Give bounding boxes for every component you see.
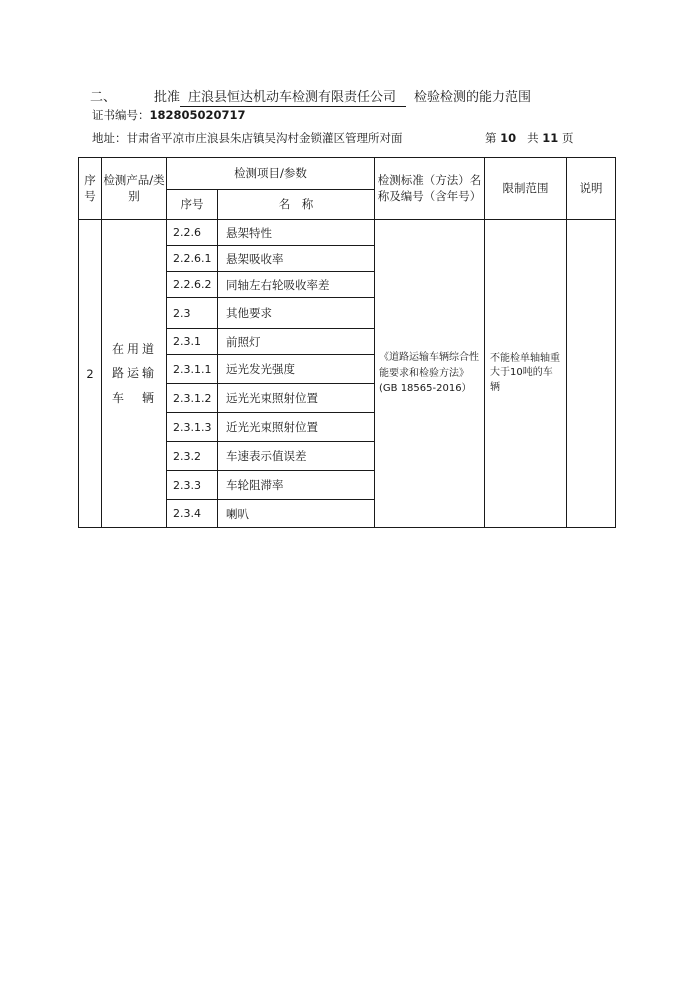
document-title-line [90, 86, 531, 107]
address-text: 地址：甘肃省平凉市庄浪县朱店镇吴沟村金锁灌区管理所对面 [92, 131, 403, 145]
header-standard: 检测标准（方法）名称及编号（含年号） [375, 158, 485, 220]
table-row [79, 220, 616, 246]
company-name: 庄浪县恒达机动车检测有限责任公司 [180, 86, 406, 107]
page-indicator [485, 130, 573, 146]
certificate-label: 证书编号： [92, 108, 150, 122]
header-seq: 序号 [79, 158, 102, 220]
item-number-cell: 2.3.1.1 [167, 355, 218, 384]
item-number-cell: 2.3 [167, 298, 218, 329]
section-number: 二、 [90, 90, 117, 105]
item-name-cell: 悬架特性 [218, 220, 375, 246]
scope-title: 检验检测的能力范围 [414, 90, 532, 105]
item-number-cell: 2.3.3 [167, 471, 218, 500]
page-total: 11 [542, 131, 559, 145]
item-number-cell: 2.3.2 [167, 442, 218, 471]
item-name-cell: 车轮阻滞率 [218, 471, 375, 500]
item-name-cell: 喇叭 [218, 500, 375, 528]
standard-cell: 《道路运输车辆综合性能要求和检验方法》(GB 18565-2016） [375, 220, 485, 528]
item-number-cell: 2.3.1 [167, 329, 218, 355]
item-name-cell: 远光发光强度 [218, 355, 375, 384]
item-name-cell: 近光光束照射位置 [218, 413, 375, 442]
group-seq-cell: 2 [79, 220, 102, 528]
item-name-cell: 车速表示值误差 [218, 442, 375, 471]
page-prefix: 第 [485, 131, 497, 145]
item-number-cell: 2.2.6.2 [167, 272, 218, 298]
item-number-cell: 2.3.4 [167, 500, 218, 528]
header-item-no: 序号 [167, 190, 218, 220]
group-product-cell: 在用道路运输车辆 [102, 220, 167, 528]
scope-table [78, 157, 616, 528]
item-number-cell: 2.3.1.2 [167, 384, 218, 413]
approve-label: 批准 [154, 90, 181, 105]
item-name-cell: 前照灯 [218, 329, 375, 355]
item-name-cell: 同轴左右轮吸收率差 [218, 272, 375, 298]
item-name-cell: 其他要求 [218, 298, 375, 329]
limit-cell: 不能检单轴轴重大于10吨的车辆 [485, 220, 567, 528]
header-limit: 限制范围 [485, 158, 567, 220]
certificate-line [92, 107, 246, 123]
header-product: 检测产品/类别 [102, 158, 167, 220]
page-suffix: 页 [561, 131, 574, 145]
item-number-cell: 2.3.1.3 [167, 413, 218, 442]
item-name-cell: 悬架吸收率 [218, 246, 375, 272]
certificate-number: 182805020717 [149, 108, 246, 122]
note-cell [567, 220, 616, 528]
header-note: 说明 [567, 158, 616, 220]
page-mid: 共 [527, 131, 539, 145]
item-number-cell: 2.2.6.1 [167, 246, 218, 272]
item-number-cell: 2.2.6 [167, 220, 218, 246]
header-item-name: 名 称 [218, 190, 375, 220]
address-line [92, 130, 572, 146]
item-name-cell: 远光光束照射位置 [218, 384, 375, 413]
header-item-group: 检测项目/参数 [167, 158, 375, 190]
page-current: 10 [500, 131, 517, 145]
scope-table-body [79, 220, 616, 528]
